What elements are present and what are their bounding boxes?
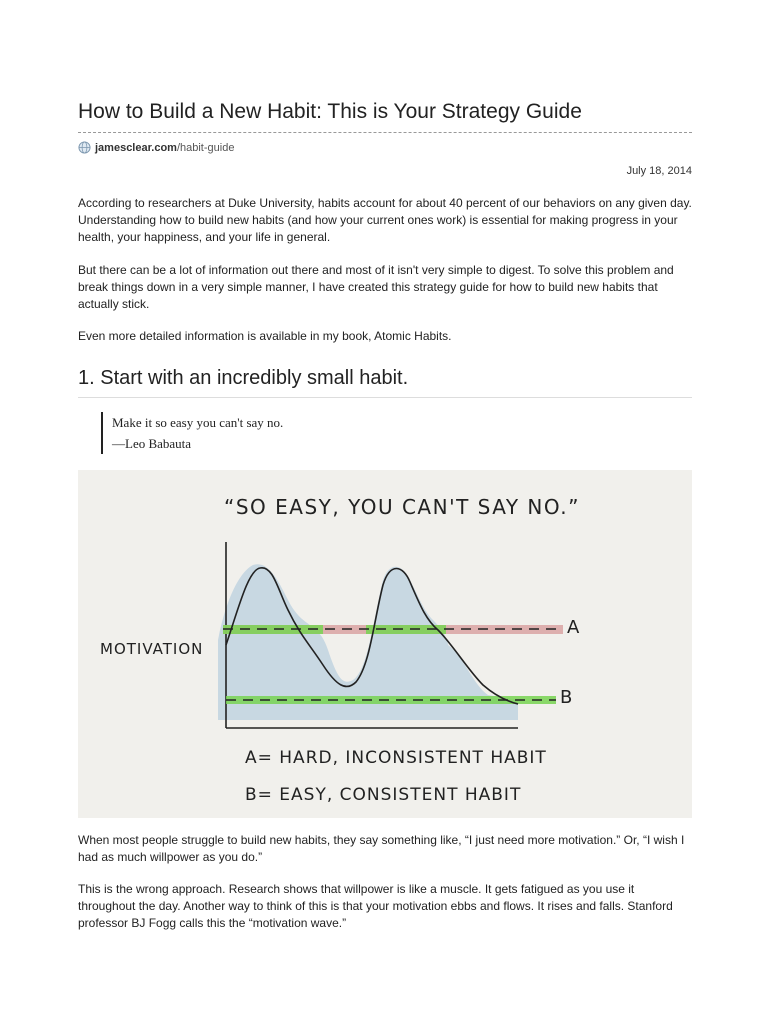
source-domain[interactable]: jamesclear.com [95,141,177,154]
blockquote [101,412,283,454]
paragraph: This is the wrong approach. Research shows that willpower is like a muscle. It gets fatigued as you use it throughout the day. Another way to think of this is that your motivation ebbs and flows. It rises and falls. Stanford professor BJ Fogg calls this the “motivation wave.” [78,882,673,930]
publish-date: July 18, 2014 [626,165,692,177]
line-a-label: A [567,617,580,638]
article-title: How to Build a New Habit: This is Your Strategy Guide [78,100,582,123]
source-link[interactable] [78,141,234,154]
paragraph: But there can be a lot of information out there and most of it isn't very simple to digest. To solve this problem and break things down in a very simple manner, I have created this strategy guide for how to build new habits that actually stick. [78,263,674,311]
line-b-label: B [560,687,573,708]
paragraph: Even more detailed information is available in my book, Atomic Habits. [78,329,452,343]
legend-b: B= EASY, CONSISTENT HABIT [245,785,522,805]
legend-a: A= HARD, INCONSISTENT HABIT [245,748,547,768]
source-path[interactable]: /habit-guide [176,141,235,154]
axis-label: MOTIVATION [100,640,204,658]
globe-icon [78,141,91,154]
illustration-heading: “SO EASY, YOU CAN'T SAY NO.” [224,495,581,519]
title-divider [78,132,692,133]
motivation-wave-illustration [78,470,692,818]
section-heading: 1. Start with an incredibly small habit. [78,367,409,389]
illustration-svg [78,470,692,818]
quote-author: —Leo Babauta [112,436,192,451]
paragraph: According to researchers at Duke University, habits account for about 40 percent of our behaviors on any given day. Understanding how to build new habits (and how your current ones work) is essential for making progress in your health, your happiness, and your life in general. [78,196,692,244]
quote-text: Make it so easy you can't say no. [112,415,284,430]
section-divider [78,397,692,398]
paragraph: When most people struggle to build new habits, they say something like, “I just need more motivation.” Or, “I wish I had as much willpower as you do.” [78,833,685,864]
